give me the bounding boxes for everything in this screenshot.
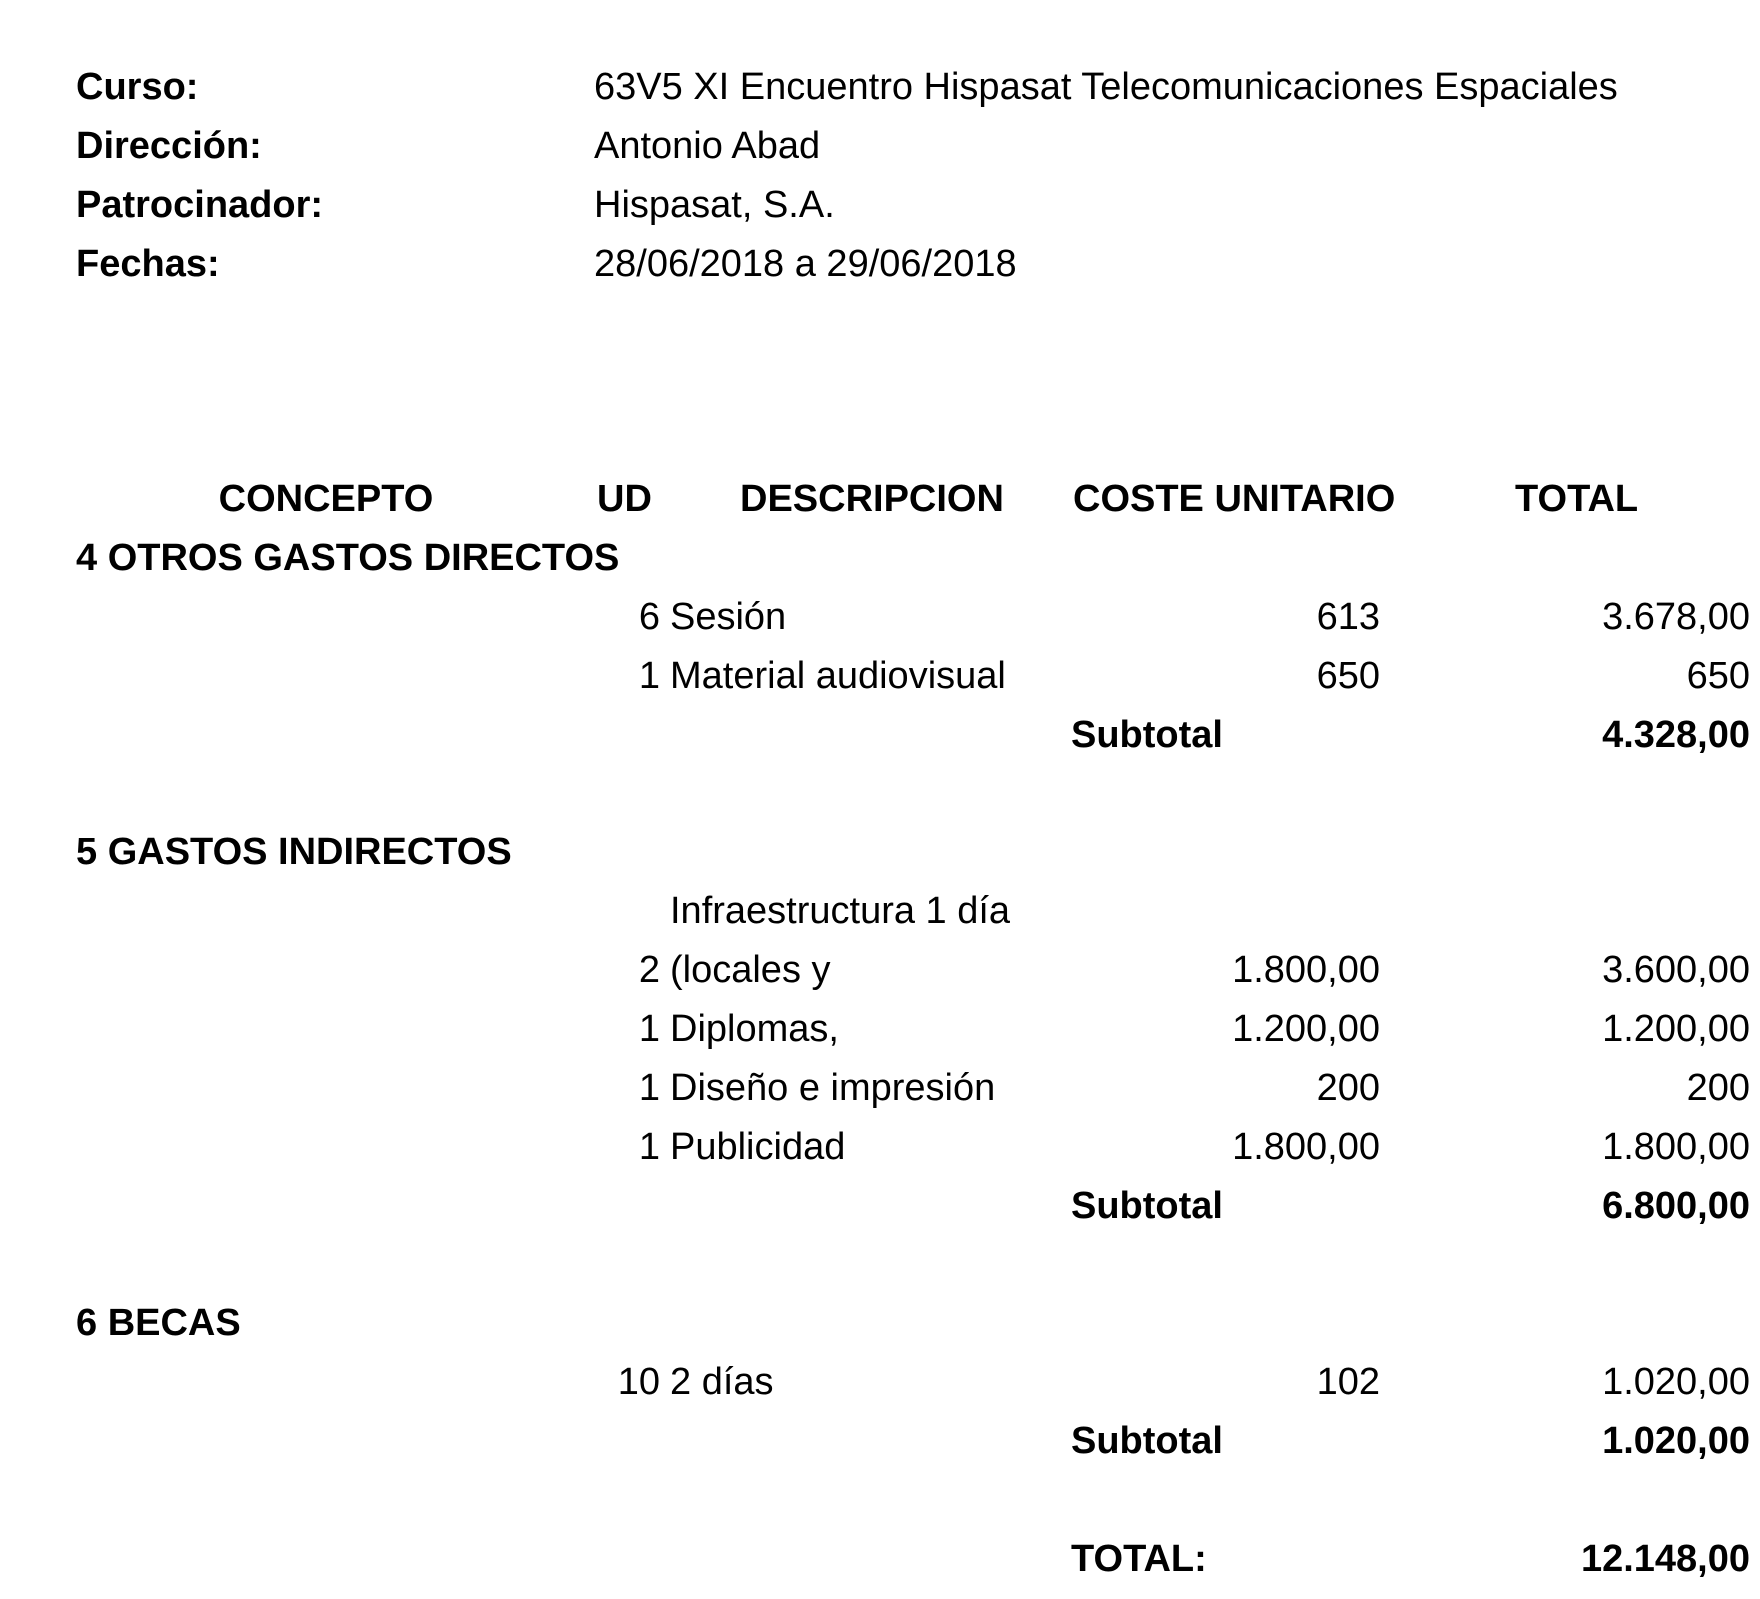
row-coste: 200 [1316,1067,1380,1109]
row-descripcion: Publicidad [670,1126,846,1168]
section-title: 4 OTROS GASTOS DIRECTOS [76,537,620,579]
row-coste: 650 [1316,655,1380,697]
row-total: 1.020,00 [1602,1361,1750,1403]
row-ud: 2 [638,949,660,991]
row-ud: 6 [638,596,660,638]
direccion-value: Antonio Abad [594,125,821,167]
subtotal-label: Subtotal [1071,714,1223,756]
row-total: 3.600,00 [1602,949,1750,991]
patrocinador-value: Hispasat, S.A. [594,184,835,226]
row-coste: 1.800,00 [1232,1126,1380,1168]
column-header-ud: UD [597,478,652,520]
curso-value: 63V5 XI Encuentro Hispasat Telecomunicaciones Espaciales [594,66,1618,108]
direccion-label: Dirección: [76,125,262,167]
subtotal-label: Subtotal [1071,1185,1223,1227]
subtotal-value: 1.020,00 [1602,1420,1750,1462]
row-ud: 1 [638,1126,660,1168]
column-header-descripcion: DESCRIPCION [740,478,1004,520]
row-descripcion: (locales y [670,949,831,991]
section-title: 6 BECAS [76,1302,241,1344]
row-descripcion: Material audiovisual [670,655,1006,697]
row-total: 1.800,00 [1602,1126,1750,1168]
grand-total-label: TOTAL: [1071,1538,1207,1580]
row-descripcion: Sesión [670,596,787,638]
row-coste: 102 [1316,1361,1380,1403]
row-total: 1.200,00 [1602,1008,1750,1050]
column-header-total: TOTAL [1515,478,1639,520]
fechas-label: Fechas: [76,243,220,285]
grand-total-value: 12.148,00 [1580,1538,1750,1580]
row-descripcion: 2 días [670,1361,774,1403]
subtotal-label: Subtotal [1071,1420,1223,1462]
row-total: 650 [1686,655,1750,697]
row-ud: 1 [638,1008,660,1050]
row-descripcion: Diplomas, [670,1008,839,1050]
row-total: 200 [1686,1067,1750,1109]
row-coste: 1.800,00 [1232,949,1380,991]
row-ud: 1 [638,1067,660,1109]
curso-label: Curso: [76,66,199,108]
row-ud: 10 [617,1361,660,1403]
row-descripcion: Infraestructura 1 día [670,890,1011,932]
row-coste: 1.200,00 [1232,1008,1380,1050]
row-descripcion: Diseño e impresión [670,1067,996,1109]
fechas-value: 28/06/2018 a 29/06/2018 [594,243,1017,285]
column-header-concepto: CONCEPTO [218,478,434,520]
subtotal-value: 4.328,00 [1602,714,1750,756]
row-total: 3.678,00 [1602,596,1750,638]
patrocinador-label: Patrocinador: [76,184,324,226]
row-ud: 1 [638,655,660,697]
section-title: 5 GASTOS INDIRECTOS [76,831,512,873]
row-coste: 613 [1316,596,1380,638]
column-header-coste-unitario: COSTE UNITARIO [1073,478,1396,520]
subtotal-value: 6.800,00 [1602,1185,1750,1227]
